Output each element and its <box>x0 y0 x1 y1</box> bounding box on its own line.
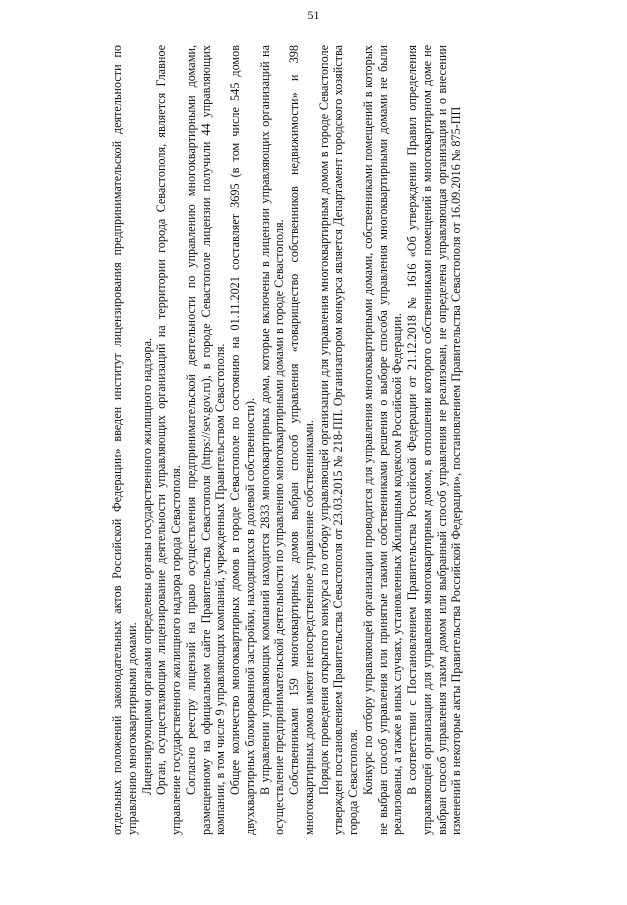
paragraph-7: Собственниками 159 многоквартирных домов выбран способ управления «товарищество собственников недвижимости» и 398 многоквартирных домов имеют непосредственное управление собственниками. <box>287 45 316 835</box>
paragraph-6: В управлении управляющих компаний находится 2833 многоквартирных дома, которые включены в лицензии управляющих организаций на осуществление предпринимательской деятельности по управлению многоквартирными домами в городе Севастополя. <box>257 45 287 835</box>
rotated-page-body <box>110 45 464 835</box>
paragraph-1: отдельных положений законодательных актов Российской Федерации» введен институт лицензирования предпринимательской деятельности по управлению многоквартирными домами. <box>110 45 139 835</box>
paragraph-3: Орган, осуществляющим лицензирование деятельности управляющих организаций на территории города Севастополя, является Главное управление государственного жилищного надзора города Севастополя. <box>154 45 183 835</box>
paragraph-10: В соответствии с Постановлением Правительства Российской Федерации от 21.12.2018 № 1616 «Об утверждении Правил определения управляющей организации для управления многоквартирным домом, в отношении которого собственниками помещений в многоквартирном доме не выбран способ управления таким домом или выбранный способ управления не реализован, не определена управляющая организация и о внесении изменений в некоторые акты Правительства Российской Федерации», постановлением Правительства Севастополя от 16.09.2016 № 875-ПП <box>405 45 464 835</box>
paragraph-9: Конкурс по отбору управляющей организации проводится для управления многоквартирными домами, собственниками помещений в которых не выбран способ управления или принятые такими собственниками решения о выборе способа управления многоквартирными домами не были реализованы, а также в иных случаях, установленных Жилищным кодексом Российской Федерации. <box>360 45 405 835</box>
paragraph-5: Общее количество многоквартирных домов в городе Севастополе по состоянию на 01.11.2021 составляет 3695 (в том числе 545 домов двухквартирных блокированной застройки, находящихся в долевой собственности). <box>228 45 257 835</box>
page-number: 51 <box>307 8 320 22</box>
paragraph-4: Согласно реестру лицензий на право осуществления предпринимательской деятельности по управлению многоквартирными домами, размещенному на официальном сайте Правительства Севастополя (https://sev.gov.ru), в городе Севастополе лицензии получили 44 управляющих компании, в том числе 9 управляющих компаний, учрежденных Правительством Севастополя. <box>183 45 228 835</box>
paragraph-2: Лицензирующими органами определены органы государственного жилищного надзора. <box>139 337 154 795</box>
paragraph-8: Порядок проведения открытого конкурса по отбору управляющей организации для управления многоквартирным домом в городе Севастополе утвержден постановлением Правительства Севастополя от 23.03.2015 № 218-ПП. Организатором конкурса является Департамент городского хозяйства города Севастополя. <box>316 45 360 835</box>
